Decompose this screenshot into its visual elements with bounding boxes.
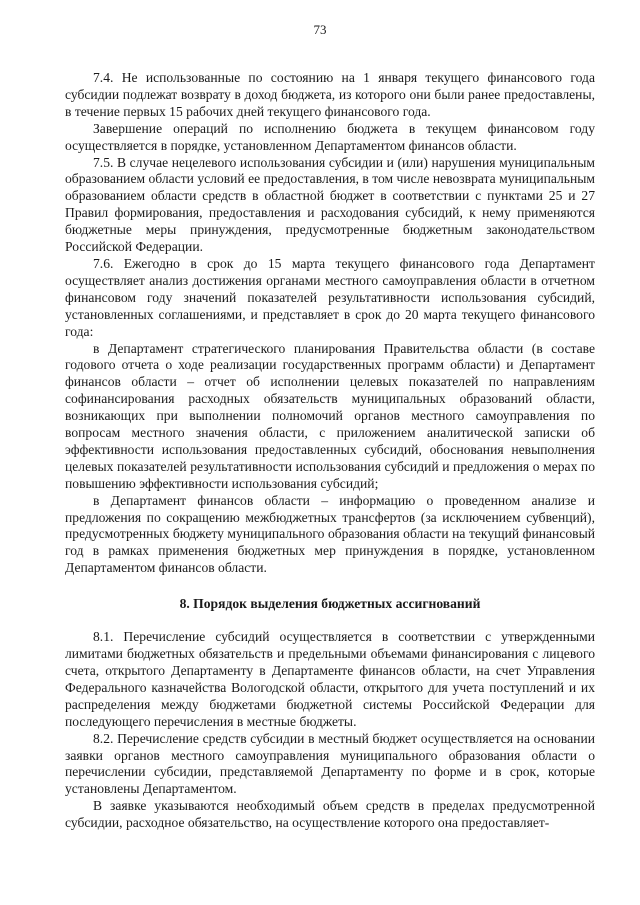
paragraph-7-6: 7.6. Ежегодно в срок до 15 марта текущего финансового года Департамент осуществляет анализ достижения органами местного самоуправления области в отчетном финансовом году значений показателей результативности использования субсидий, установленных соглашениями, и представляет в срок до 20 марта текущего финансового года: — [65, 255, 595, 339]
paragraph-7-5: 7.5. В случае нецелевого использования субсидии и (или) нарушения муниципальным образованием области условий ее предоставления, в том числе невозврата муниципальным образованием области средств в областной бюджет в соответствии с пунктами 25 и 27 Правил формирования, предоставления и расходования субсидий, к нему применяются бюджетные меры принуждения, предусмотренные бюджетным законодательством Российской Федерации. — [65, 154, 596, 255]
paragraph-8-2-application: В заявке указываются необходимый объем средств в пределах предусмотренной субсидии, расходное обязательство, на осуществление которого она предоставляет- — [65, 798, 595, 831]
page-number: 73 — [313, 22, 327, 37]
paragraph-7-6-finance-department: в Департамент финансов области – информацию о проведенном анализе и предложения по сокращению межбюджетных трансфертов (за исключением субвенций), предусмотренных бюджету муниципального образования области на текущий финансовый год в рамках применения бюджетных мер принуждения в порядке, установленном Департаментом финансов области. — [65, 492, 595, 576]
section-heading-8: 8. Порядок выделения бюджетных ассигнований — [179, 596, 481, 612]
paragraph-7-4-completion: Завершение операций по исполнению бюджета в текущем финансовом году осуществляется в порядке, установленном Департаментом финансов области. — [65, 120, 595, 153]
paragraph-8-1: 8.1. Перечисление субсидий осуществляется в соответствии с утвержденными лимитами бюджетных обязательств и предельными объемами финансирования с лицевого счета, открытого Департаменту в Департаменте финансов области, на счет Управления Федерального казначейства Вологодской области, открытого для учета поступлений и их распределения между бюджетами бюджетной системы Российской Федерации для последующего перечисления в местные бюджеты. — [65, 629, 595, 729]
paragraph-8-2: 8.2. Перечисление средств субсидии в местный бюджет осуществляется на основании заявки органов местного самоуправления муниципального образования области о перечислении субсидии, представляемой Департаменту по форме и в срок, которые установлены Департаментом. — [65, 730, 595, 797]
paragraph-7-4: 7.4. Не использованные по состоянию на 1 января текущего финансового года субсидии подлежат возврату в доход бюджета, из которого они были ранее предоставлены, в течение первых 15 рабочих дней текущего финансового года. — [65, 70, 595, 119]
paragraph-7-6-strategic-planning: в Департамент стратегического планирования Правительства области (в составе годового отчета о ходе реализации государственных программ области) и Департамент финансов области – отчет об исполнении целевых показателей по направлениям софинансирования расходных обязательств муниципальных образований области, возникающих при выполнении полномочий органов местного самоуправления по вопросам местного значения области, с приложением аналитической записки об эффективности использования предоставленных субсидий, обоснования невыполнения целевых показателей результативности использования субсидий и предложения о мерах по повышению эффективности использования субсидий; — [65, 340, 595, 491]
body-text — [65, 70, 595, 832]
